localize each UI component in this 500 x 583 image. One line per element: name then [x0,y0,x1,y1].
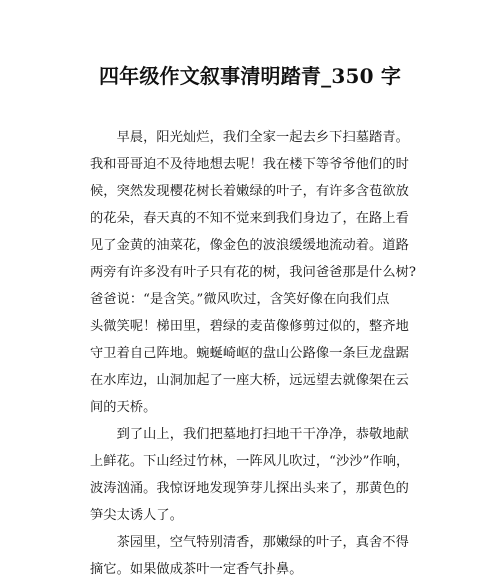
text-line: 守卫着自己阵地。蜿蜒崎岖的盘山公路像一条巨龙盘踞 [90,346,409,361]
text-line: 早晨，阳光灿烂，我们全家一起去乡下扫墓踏青。 [90,130,409,145]
text-line: 到了山上，我们把墓地打扫地干干净净，恭敬地献 [90,427,409,442]
text-line: 爸爸说：“是含笑。”微风吹过，含笑好像在向我们点 [90,292,390,307]
text-line: 两旁有许多没有叶子只有花的树，我问爸爸那是什么树? [90,265,417,280]
text-line: 见了金黄的油菜花，像金色的波浪缓缓地流动着。道路 [90,238,409,253]
text-line: 摘它。如果做成茶叶一定香气扑鼻。 [90,562,303,577]
text-line: 的花朵，春天真的不知不觉来到我们身边了，在路上看 [90,211,409,226]
text-line: 间的天桥。 [90,400,157,415]
text-line: 头微笑呢！梯田里，碧绿的麦苗像修剪过似的，整齐地 [90,319,409,334]
text-line: 上鲜花。下山经过竹林，一阵风儿吹过，“沙沙”作响， [90,454,410,469]
document-title: 四年级作文叙事清明踏青_350 字 [98,64,402,88]
text-line: 笋尖太诱人了。 [90,508,184,523]
text-line: 我和哥哥迫不及待地想去呢！我在楼下等爷爷他们的时 [90,157,409,172]
document-body [90,124,420,583]
text-line: 候，突然发现樱花树长着嫩绿的叶子，有许多含苞欲放 [90,184,409,199]
text-line: 在水库边，山洞加起了一座大桥，远远望去就像架在云 [90,373,409,388]
text-line: 茶园里，空气特别清香，那嫩绿的叶子，真舍不得 [90,535,409,550]
text-line: 波涛汹涌。我惊讶地发现笋芽儿探出头来了，那黄色的 [90,481,409,496]
